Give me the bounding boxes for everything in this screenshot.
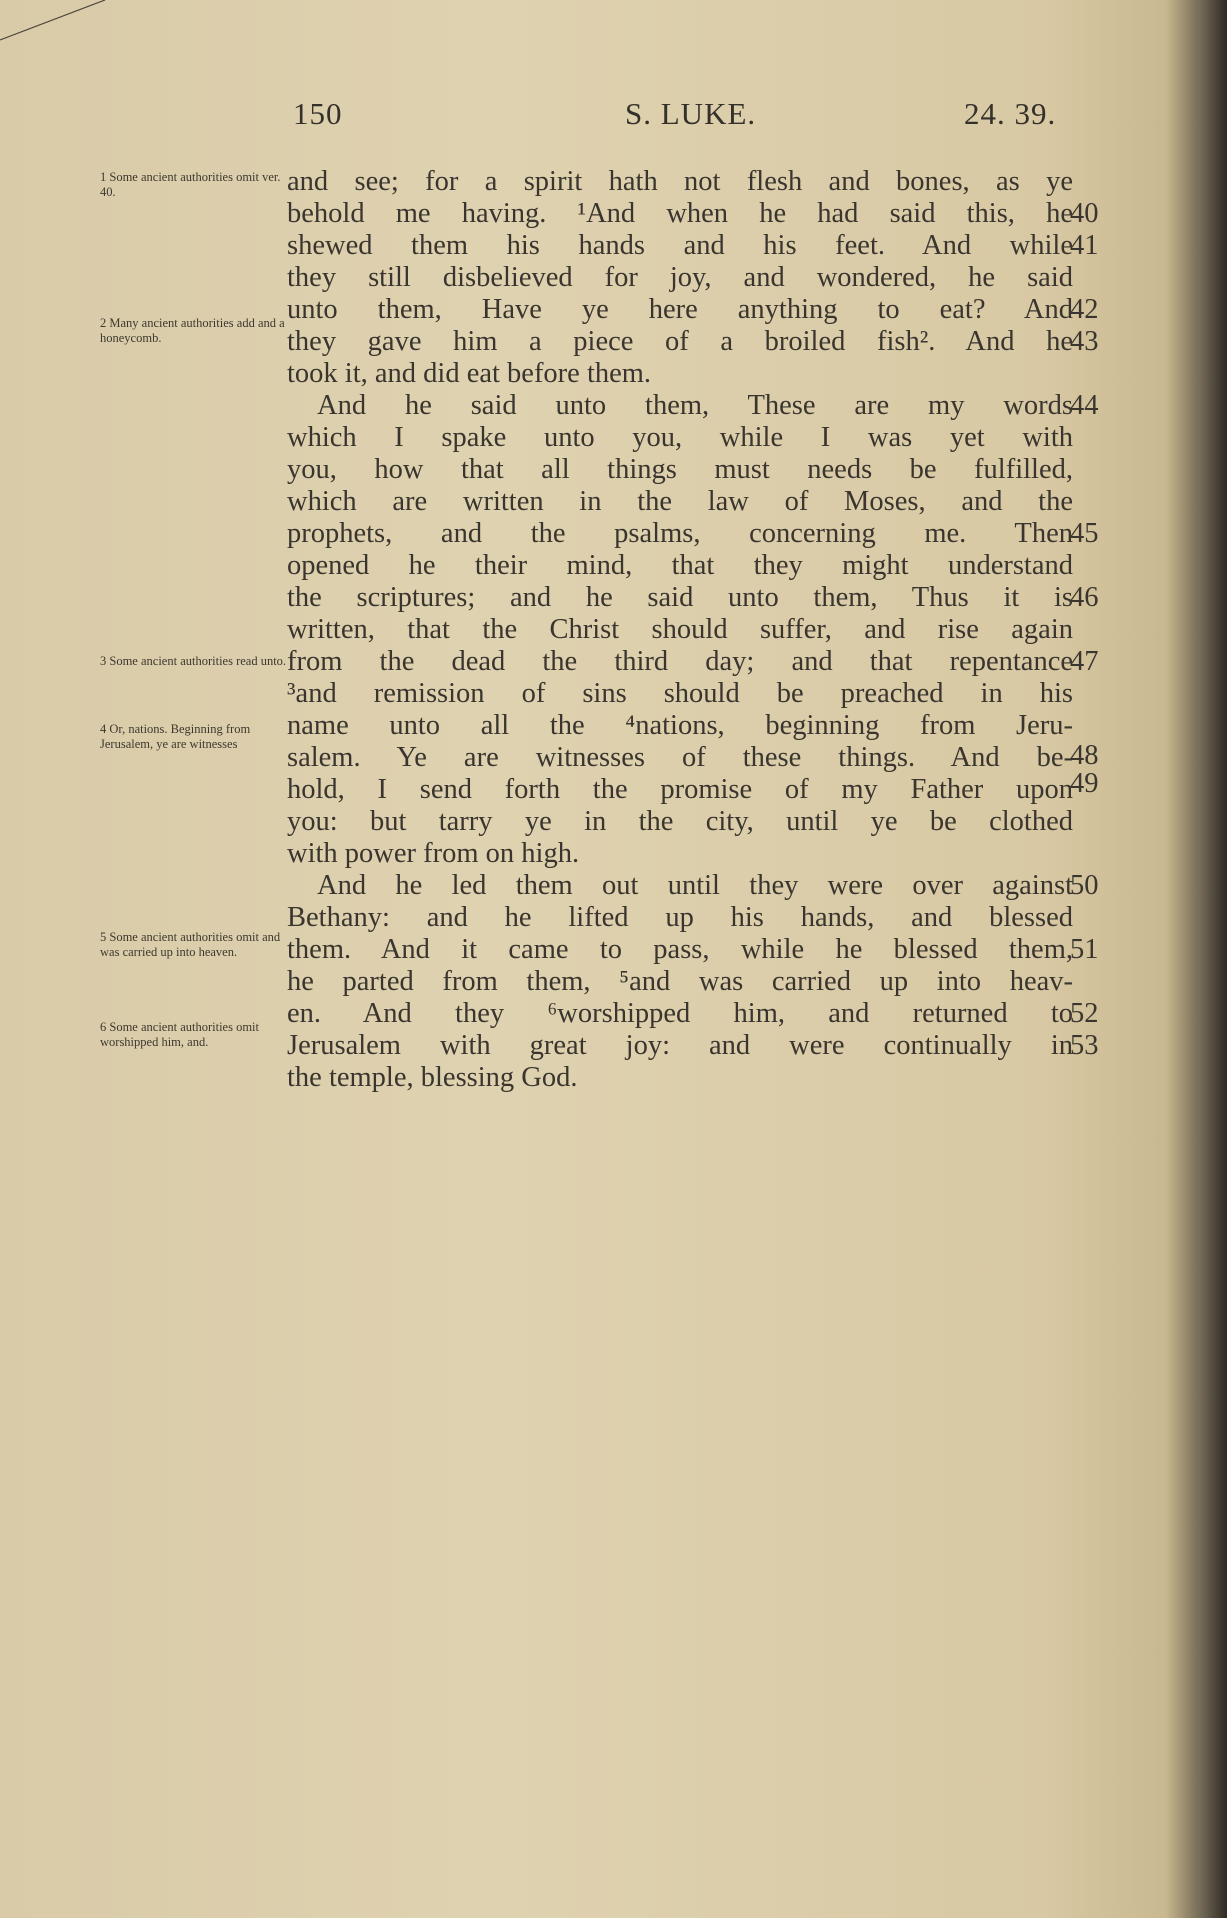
margin-note-4: 4 Or, nations. Beginning from Jerusalem, ye are witnesses xyxy=(100,722,251,751)
margin-note-3: 3 Some ancient authorities read unto. xyxy=(100,654,287,668)
corner-mark xyxy=(0,0,110,55)
text-line: And he said unto them, These are my words xyxy=(317,390,1073,421)
book-title: S. LUKE. xyxy=(625,96,757,131)
margin-note-6: 6 Some ancient authorities omit worshipped him, and. xyxy=(100,1020,259,1049)
text-line: you, how that all things must needs be fulfilled, xyxy=(287,454,1073,485)
text-line: shewed them his hands and his feet. And while xyxy=(287,230,1073,261)
text-line: And he led them out until they were over against xyxy=(317,870,1073,901)
margin-note-5: 5 Some ancient authorities omit and was carried up into heaven. xyxy=(100,930,281,959)
verse-number: 41 xyxy=(1070,230,1099,261)
text-line: opened he their mind, that they might understand xyxy=(287,550,1073,581)
text-line: en. And they ⁶worshipped him, and returned to xyxy=(287,998,1073,1029)
text-line: he parted from them, ⁵and was carried up into heav- xyxy=(287,966,1073,997)
verse-number: 49 xyxy=(1070,768,1099,799)
verse-number: 48 xyxy=(1070,740,1099,771)
page-number: 150 xyxy=(293,96,343,131)
text-line: Jerusalem with great joy: and were continually in xyxy=(287,1030,1073,1061)
verse-number: 43 xyxy=(1070,326,1099,357)
text-line: Bethany: and he lifted up his hands, and blessed xyxy=(287,902,1073,933)
text-line: name unto all the ⁴nations, beginning from Jeru- xyxy=(287,710,1073,741)
running-header xyxy=(0,96,1227,136)
chapter-verse-ref: 24. 39. xyxy=(964,96,1057,131)
text-line: the scriptures; and he said unto them, Thus it is xyxy=(287,582,1073,613)
text-line: you: but tarry ye in the city, until ye be clothed xyxy=(287,806,1073,837)
text-line: prophets, and the psalms, concerning me. Then xyxy=(287,518,1073,549)
text-line: written, that the Christ should suffer, and rise again xyxy=(287,614,1073,645)
verse-number: 44 xyxy=(1070,390,1099,421)
verse-number: 50 xyxy=(1070,870,1099,901)
verse-number: 52 xyxy=(1070,998,1099,1029)
text-line: the temple, blessing God. xyxy=(287,1062,578,1093)
verse-number: 40 xyxy=(1070,198,1099,229)
verse-number: 47 xyxy=(1070,646,1099,677)
margin-note-1: 1 Some ancient authorities omit ver. 40. xyxy=(100,170,281,199)
text-line: they gave him a piece of a broiled fish². And he xyxy=(287,326,1073,357)
text-line: salem. Ye are witnesses of these things. And be- xyxy=(287,742,1073,773)
text-line: they still disbelieved for joy, and wondered, he said xyxy=(287,262,1073,293)
verse-number: 51 xyxy=(1070,934,1099,965)
text-line: which I spake unto you, while I was yet with xyxy=(287,422,1073,453)
text-line: with power from on high. xyxy=(287,838,580,869)
text-line: and see; for a spirit hath not flesh and bones, as ye xyxy=(287,166,1073,197)
text-line: from the dead the third day; and that repentance xyxy=(287,646,1073,677)
margin-note-2: 2 Many ancient authorities add and a honeycomb. xyxy=(100,316,285,345)
text-line: behold me having. ¹And when he had said this, he xyxy=(287,198,1073,229)
verse-number: 42 xyxy=(1070,294,1099,325)
text-line: which are written in the law of Moses, and the xyxy=(287,486,1073,517)
verse-number: 46 xyxy=(1070,582,1099,613)
text-line: hold, I send forth the promise of my Father upon xyxy=(287,774,1073,805)
book-spine-edge xyxy=(1198,0,1227,1918)
verse-number: 53 xyxy=(1070,1030,1099,1061)
text-line: ³and remission of sins should be preached in his xyxy=(287,678,1073,709)
text-line: them. And it came to pass, while he blessed them, xyxy=(287,934,1073,965)
text-line: unto them, Have ye here anything to eat? And xyxy=(287,294,1073,325)
text-line: took it, and did eat before them. xyxy=(287,358,652,389)
verse-number: 45 xyxy=(1070,518,1099,549)
